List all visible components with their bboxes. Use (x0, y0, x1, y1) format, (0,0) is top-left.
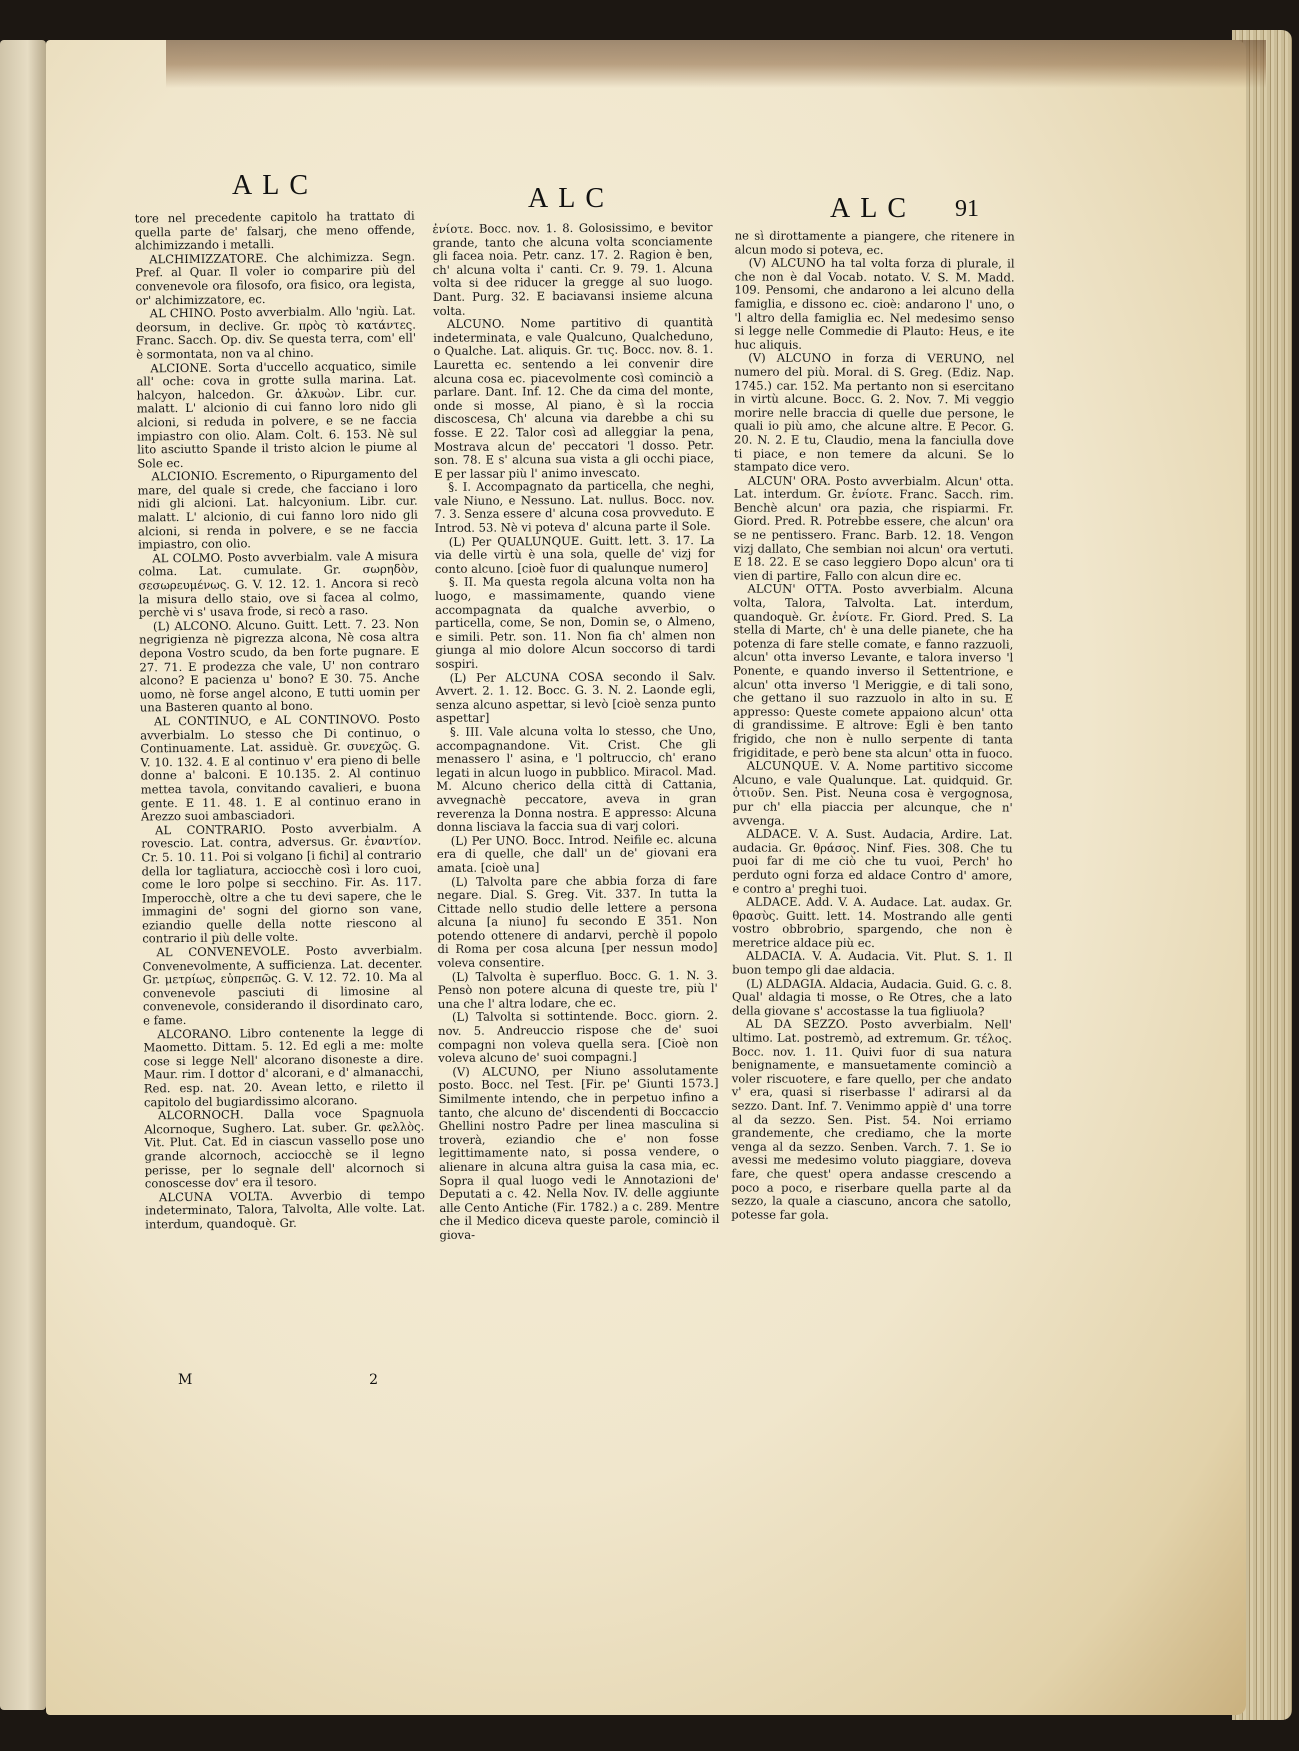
signature-letter: M (178, 1372, 193, 1388)
column-middle (432, 221, 719, 1242)
entry: (L) Per ALCUNA COSA secondo il Salv. Avvert. 2. 1. 12. Bocc. G. 3. N. 2. Laonde egli, senza alcuno aspettar, si levò [cioè senza punto aspettar] (435, 668, 716, 726)
entry: (V) ALCUNO in forza di VERUNO, nel numero del più. Moral. di S. Greg. (Ediz. Nap. 1745.) car. 152. Ma pertanto non si esercitano in virtù alcune. Bocc. G. 2. Nov. 7. Mi veggio morire nelle braccia di quelle due persone, le quali io più amo, che alcune altre. E Pecor. G. 20. N. 2. E tu, Claudio, mena la fanciulla dove ti piace, e non temere da alcuni. Se lo stampato dice vero. (733, 350, 1015, 475)
entry: §. II. Ma questa regola alcuna volta non ha luogo, e massimamente, quando viene accompagnata da qualche avverbio, o particella, come, Se non, Domin se, o Almeno, e simili. Petr. son. 11. Non fia ch' almen non giunga al mio dolore Alcun soccorso di tardi sospiri. (434, 573, 716, 671)
entry: ALDACE. Add. V. A. Audace. Lat. audax. Gr. θρασὺς. Guitt. lett. 14. Mostrando alle genti vostro obbrobrio, spargendo, che non è meretrice aldace più ec. (732, 894, 1013, 950)
entry: AL CONVENEVOLE. Posto avverbialm. Convenevolmente, A sufficienza. Lat. decenter. Gr. μετρίως, εὐπρεπῶς. G. V. 12. 72. 10. Ma al convenevole pasciuti di limosine al convenevole, considerando il disordinato caro, e fame. (142, 942, 424, 1028)
entry: ALCUN' OTTA. Posto avverbialm. Alcuna volta, Talora, Talvolta. Lat. interdum, quandoquè. Gr. ἐνίοτε. Fr. Giord. Pred. S. La stella di Marte, ch' è una delle pianete, che ha potenza di fare stelle comate, e fanno razzuoli, alcun' otta inverso Levante, e talora inverso 'l Ponente, e quando inverso il Settentrione, e alcun' otta inverso 'l Meriggie, e di tali sono, che gettano il suo razzuolo in alto in su. E appresso: Queste comete appaiono alcun' otta di grandissime. E altrove: Egli è ben tanto frigido, che non è nullo serpente di tanta frigiditade, e però bene sta alcun' otta in fuoco. (732, 581, 1014, 761)
signature-mark (178, 1372, 378, 1388)
entry: ALDACIA. V. A. Audacia. Vit. Plut. S. 1. Il buon tempo gli dae aldacia. (732, 949, 1013, 978)
signature-number: 2 (369, 1372, 378, 1388)
book-left-edge (0, 40, 46, 1710)
entry: ALCIONIO. Escremento, o Ripurgamento del mare, del quale si crede, che facciano i loro nidi gli alcioni. Lat. halcyonium. Libr. cur. malatt. L' alcionio, di cui fanno loro nido gli alcioni, si renda in polvere, e se ne faccia impiastro, con olio. (137, 466, 419, 552)
running-head-left: ALC (232, 170, 318, 201)
entry: (L) ALCONO. Alcuno. Guitt. Lett. 7. 23. Non negrigienza nè pigrezza alcona, Nè cosa altra depona Vostro scudo, da ben forte pugnare. E 27. 71. E prodezza che vale, U' non contraro alcono? E pacienza u' bono? E 30. 75. Anche uomo, nè forse angel alcono, E tutti uomin per una Basteren quanto al bono. (139, 616, 420, 715)
entry: §. I. Accompagnato da particella, che neghi, vale Niuno, e Nessuno. Lat. nullus. Bocc. nov. 7. 3. Senza essere d' alcuna cosa provveduto. E Introd. 53. Nè vi poteva d' alcuna parte il Sole. (434, 478, 715, 536)
page-number: 91 (955, 196, 979, 222)
entry: ALCUNO. Nome partitivo di quantità indeterminata, e vale Qualcuno, Qualcheduno, o Qualche. Lat. aliquis. Gr. τις. Bocc. nov. 8. 1. Lauretta ec. sentendo a lei convenir dire alcuna cosa ec. piacevolmente così cominciò a parlare. Dant. Inf. 12. Che da cima del monte, onde si mosse, Al piano, è sì la roccia discoscesa, Ch' alcuna via darebbe a chi su fosse. E 22. Talor così ad alleggiar la pena, Mostrava alcun de' peccatori 'l dosso. Petr. son. 78. E s' alcuna sua vista a gli occhi piace, E per lassar più l' animo invescato. (433, 315, 715, 481)
entry: AL CONTINUO, e AL CONTINOVO. Posto avverbialm. Lo stesso che Di continuo, o Continuamente. Lat. assiduè. Gr. συνεχῶς. G. V. 10. 132. 4. E al continuo v' era pieno di belle donne a' balconi. E 10.135. 2. Al continuo mettea tavola, convitando cavalieri, e buona gente. E 11. 48. 1. E al continuo erano in Arezzo suoi ambasciadori. (140, 711, 421, 824)
entry: ne sì dirottamente a piangere, che ritenere in alcun modo si poteva, ec. (734, 228, 1015, 257)
column-right (731, 230, 1014, 1223)
page-top-stain (166, 40, 1266, 88)
entry: (L) Per QUALUNQUE. Guitt. lett. 3. 17. La via delle virtù è una sola, quelle de' vizj for conto alcuno. [cioè fuor di qualunque numero] (434, 532, 715, 576)
entry: AL COLMO. Posto avverbialm. vale A misura colma. Lat. cumulate. Gr. σωρηδὸν, σεσωρευμένως. G. V. 12. 12. 1. Ancora si recò la misura dello staio, ove si facea al colmo, perchè vi s' usava frode, si recò a raso. (138, 548, 419, 620)
entry: AL DA SEZZO. Posto avverbialm. Nell' ultimo. Lat. postremò, ad extremum. Gr. τέλος. Bocc. nov. 1. 11. Quivi fuor di sua natura benignamente, e mansuetamente cominciò a voler riscuotere, e fare quello, per che andato v' era, quasi si riserbasse l' adirarsi al da sezzo. Dant. Inf. 7. Venimmo appiè d' una torre al da sezzo. Sen. Pist. 54. Noi erriamo grandemente, che crediamo, che la morte venga al da sezzo. Senben. Varch. 7. 1. Se io avessi me medesimo voluto piaggiare, doveva fare, che quest' opera andasse crescendo a poco a poco, e riserbare quella parte al da sezzo, la quale a ciascuno, ancora che satollo, potesse far gola. (731, 1016, 1012, 1222)
entry: ALCHIMIZZATORE. Che alchimizza. Segn. Pref. al Quar. Il voler io comparire più del convenevole ora filosofo, ora fisico, ora legista, or' alchimizzatore, ec. (135, 249, 416, 308)
entry: AL CHINO. Posto avverbialm. Allo 'ngiù. Lat. deorsum, in declive. Gr. πρὸς τὸ κατάντες. Franc. Sacch. Op. div. Se questa terra, com' ell' è sormontata, non va al chino. (135, 303, 417, 362)
entry: ALCORNOCH. Dalla voce Spagnuola Alcornoque, Sughero. Lat. suber. Gr. φελλὸς. Vit. Plut. Cat. Ed in ciascun vassello pose uno grande alcornoch, acciocchè se il legno perisse, per lo segnale dell' alcornoch si conoscesse dov' era il tesoro. (144, 1105, 425, 1191)
column-left (135, 210, 426, 1232)
running-head-middle: ALC (528, 183, 614, 214)
entry: ἐνίοτε. Bocc. nov. 1. 8. Golosissimo, e bevitor grande, tanto che alcuna volta sconciamente gli facea noia. Petr. canz. 17. 2. Ragion è ben, ch' alcuna volta i' canti. Cr. 9. 79. 1. Alcuna volta si dee riducer la gregge al suo luogo. Dant. Purg. 32. E baciavansi insieme alcuna volta. (432, 220, 714, 318)
entry: §. III. Vale alcuna volta lo stesso, che Uno, accompagnandone. Vit. Crist. Che gli menassero l' asina, e 'l poltruccio, ch' erano legati in alcun luogo in pubblico. Miracol. Mad. M. Alcuno cherico della città di Cattania, avvegnachè peccatore, aveva in gran reverenza la Donna nostra. E appresso: Alcuna donna lisciava la faccia sua di varj colori. (436, 722, 717, 835)
entry: ALCUNA VOLTA. Avverbio di tempo indeterminato, Talora, Talvolta, Alle volte. Lat. interdum, quandoquè. Gr. (145, 1187, 426, 1232)
entry: ALCUN' ORA. Posto avverbialm. Alcun' otta. Lat. interdum. Gr. ἐνίοτε. Franc. Sacch. rim. Benchè alcun' ora pazia, che rispiarmi. Fr. Giord. Pred. R. Potrebbe essere, che alcun' ora se ne pentissero. Franc. Barb. 12. 18. Vengon vizj dallato, Che sembian noi alcun' ora vertuti. E 18. 22. E se caso leggiero Dopo alcun' ora ti vien di partire, Fallo con alcun dire ec. (733, 473, 1014, 584)
entry: (L) ALDAGIA. Aldacia, Audacia. Guid. G. c. 8. Qual' aldagia ti mosse, o Re Otres, che a lato della giovane s' accostasse la tua figliuola? (731, 976, 1013, 1019)
entry: (L) Talvolta si sottintende. Bocc. giorn. 2. nov. 5. Andreuccio rispose che de' suoi compagni non voleva quella sera. [Cioè non voleva alcuno de' suoi compagni.] (438, 1008, 719, 1066)
entry: tore nel precedente capitolo ha trattato di quella parte de' falsarj, che meno offende, alchimizzando i metalli. (134, 208, 415, 253)
running-head-right: ALC (830, 193, 916, 224)
entry: (V) ALCUNO, per Niuno assolutamente posto. Bocc. nel Test. [Fir. pe' Giunti 1573.] Similmente intendo, che in perpetuo infino a tanto, che alcuno de' discendenti di Boccaccio Ghellini nostro Padre per linea masculina si troverà, eziandio che e' non fosse legittimamente nato, si possa vendere, o alienare in alcuna altra guisa la casa mia, ec. Sopra il qual luogo vedi le Annotazioni de' Deputati a c. 42. Nella Nov. IV. delle aggiunte alle Cento Antiche (Fir. 1782.) a c. 289. Mentre che il Medico diceva queste parole, cominciò il giova- (438, 1062, 720, 1242)
entry: ALCUNQUE. V. A. Nome partitivo siccome Alcuno, e vale Qualunque. Lat. quidquid. Gr. ὁτιοῦν. Sen. Pist. Neuna cosa è vergognosa, pur ch' ella piaccia per alcunque, che n' avvenga. (732, 758, 1013, 828)
entry: (L) Talvolta è superfluo. Bocc. G. 1. N. 3. Pensò non potere alcuna di queste tre, più l' una che l' altra lodare, che ec. (437, 967, 718, 1011)
entry: ALCORANO. Libro contenente la legge di Maometto. Dittam. 5. 12. Ed egli a me: molte cose si legge Nell' alcorano disoneste a dire. Maur. rim. I dottor d' alcorani, e d' almanacchi, Red. esp. nat. 20. Avean letto, e riletto il capitolo del bugiardissimo alcorano. (143, 1024, 424, 1110)
entry: ALDACE. V. A. Sust. Audacia, Ardire. Lat. audacia. Gr. θράσος. Ninf. Fies. 308. Che tu puoi far di me ciò che tu vuoi, Perch' ho perduto ogni forza ed aldace Contro d' amore, e contro a' preghi tuoi. (732, 826, 1013, 896)
entry: (V) ALCUNO ha tal volta forza di plurale, il che non è dal Vocab. notato. V. S. M. Madd. 109. Pensomi, che andarono a lei alcuno della famiglia, e dissono ec. cioè: andarono l' uno, o 'l altro della famiglia ec. Nel medesimo senso si legge nelle Commedie di Plauto: Heus, e ite huc aliquis. (734, 255, 1015, 352)
entry: (L) Per UNO. Bocc. Introd. Neifile ec. alcuna era di quelle, che dall' un de' giovani era amata. [cioè una] (436, 831, 717, 875)
entry: (L) Talvolta pare che abbia forza di fare negare. Dial. S. Greg. Vit. 337. In tutta la Cittade nello studio delle lettere a persona alcuna [a niuno] fu secondo E 351. Non potendo ottenere di andarvi, perchè il popolo di Roma per cosa alcuna [per nessun modo] voleva consentire. (437, 872, 718, 971)
entry: AL CONTRARIO. Posto avverbialm. A rovescio. Lat. contra, adversus. Gr. ἐναντίον. Cr. 5. 10. 11. Poi si volgano [i fichi] al contrario della lor tagliatura, acciocchè così i loro cuoi, come le loro polpe si secchino. Fir. As. 117. Imperocchè, oltre a che tu devi sapere, che le immagini de' sogni del giorno son vane, eziandio quelle della notte riescono al contrario il più delle volte. (141, 820, 423, 946)
entry: ALCIONE. Sorta d'uccello acquatico, simile all' oche: cova in grotte sulla marina. Lat. halcyon, halcedon. Gr. ἀλκυὼν. Libr. cur. malatt. L' alcionio di cui fanno loro nido gli alcioni, si reduda in polvere, e se ne faccia impiastro con olio. Alam. Colt. 6. 153. Nè sul lito asciutto Spande il tristo alcion le piume al Sole ec. (136, 358, 418, 471)
